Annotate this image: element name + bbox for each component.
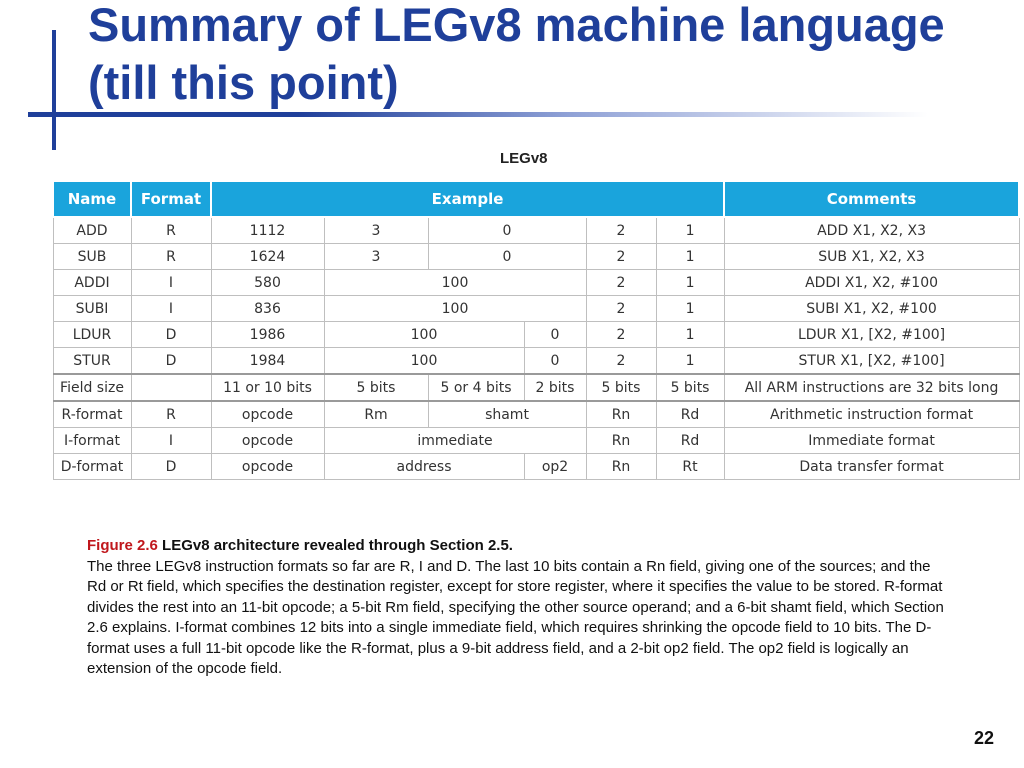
cell: R-format (53, 401, 131, 428)
cell: 2 (586, 217, 656, 244)
cell: opcode (211, 401, 324, 428)
header-format: Format (131, 181, 211, 217)
cell: opcode (211, 454, 324, 480)
cell: Data transfer format (724, 454, 1019, 480)
header-example: Example (211, 181, 724, 217)
cell: STUR X1, [X2, #100] (724, 348, 1019, 375)
cell: D (131, 454, 211, 480)
cell: 1 (656, 244, 724, 270)
table-row (53, 217, 1019, 244)
cell: Rn (586, 454, 656, 480)
cell: All ARM instructions are 32 bits long (724, 374, 1019, 401)
table-row (53, 428, 1019, 454)
cell: Field size (53, 374, 131, 401)
figure-label: Figure 2.6 (87, 537, 158, 554)
cell: LDUR (53, 322, 131, 348)
cell: 2 bits (524, 374, 586, 401)
cell: 580 (211, 270, 324, 296)
table-row (53, 322, 1019, 348)
cell: 3 (324, 244, 428, 270)
cell: 3 (324, 217, 428, 244)
cell (131, 374, 211, 401)
cell: 0 (524, 348, 586, 375)
cell: SUB X1, X2, X3 (724, 244, 1019, 270)
cell: 1986 (211, 322, 324, 348)
cell: 0 (428, 217, 586, 244)
cell: 100 (324, 270, 586, 296)
cell: ADD (53, 217, 131, 244)
table-row (53, 244, 1019, 270)
cell: Rt (656, 454, 724, 480)
figure-heading: LEGv8 architecture revealed through Section 2.5. (162, 537, 513, 554)
cell: Immediate format (724, 428, 1019, 454)
cell: R (131, 217, 211, 244)
cell: D-format (53, 454, 131, 480)
cell: STUR (53, 348, 131, 375)
cell: ADDI (53, 270, 131, 296)
cell: D (131, 348, 211, 375)
cell: SUBI (53, 296, 131, 322)
cell: Rn (586, 428, 656, 454)
cell: 5 or 4 bits (428, 374, 524, 401)
cell: 100 (324, 322, 524, 348)
cell: I-format (53, 428, 131, 454)
cell: 5 bits (586, 374, 656, 401)
accent-vertical-bar (52, 30, 56, 150)
cell: 1112 (211, 217, 324, 244)
cell: 1 (656, 217, 724, 244)
cell: 2 (586, 348, 656, 375)
cell: SUB (53, 244, 131, 270)
cell: Rm (324, 401, 428, 428)
cell: 2 (586, 322, 656, 348)
cell: 1984 (211, 348, 324, 375)
cell: LDUR X1, [X2, #100] (724, 322, 1019, 348)
cell: Arithmetic instruction format (724, 401, 1019, 428)
cell: 11 or 10 bits (211, 374, 324, 401)
cell: I (131, 296, 211, 322)
cell: ADD X1, X2, X3 (724, 217, 1019, 244)
cell: 836 (211, 296, 324, 322)
cell: op2 (524, 454, 586, 480)
cell: address (324, 454, 524, 480)
cell: 2 (586, 270, 656, 296)
cell: 1 (656, 348, 724, 375)
figure-caption (87, 536, 947, 680)
cell: 1 (656, 322, 724, 348)
cell: Rn (586, 401, 656, 428)
cell: 2 (586, 244, 656, 270)
cell: 5 bits (324, 374, 428, 401)
cell: 1 (656, 270, 724, 296)
table-row (53, 401, 1019, 428)
table-row-field-size (53, 374, 1019, 401)
cell: 0 (524, 322, 586, 348)
cell: Rd (656, 428, 724, 454)
table-row (53, 348, 1019, 375)
table-header-row (53, 181, 1019, 217)
slide-title: Summary of LEGv8 machine language (till this point) (88, 0, 945, 109)
table-caption: LEGv8 (500, 150, 548, 167)
accent-horizontal-rule (28, 112, 928, 117)
cell: 100 (324, 296, 586, 322)
legv8-summary-table (52, 180, 1020, 480)
cell: 1624 (211, 244, 324, 270)
table-row (53, 454, 1019, 480)
cell: shamt (428, 401, 586, 428)
page-number: 22 (973, 728, 994, 748)
table-row (53, 270, 1019, 296)
cell: 2 (586, 296, 656, 322)
cell: 1 (656, 296, 724, 322)
figure-body: The three LEGv8 instruction formats so far are R, I and D. The last 10 bits contain a Rn field, giving one of the sources; and the Rd or Rt field, which specifies the destination register, except for store register, where it specifies the value to be stored. R-format divides the rest into an 11-bit opcode; a 5-bit Rm field, specifying the other source operand; and a 6-bit shamt field, which Section 2.6 explains. I-format combines 12 bits into a single immediate field, which requires shrinking the opcode field to 10 bits. The D-format uses a full 11-bit opcode like the R-format, plus a 9-bit address field, and a 2-bit op2 field. The op2 field is logically an extension of the opcode field. (87, 557, 944, 677)
cell: SUBI X1, X2, #100 (724, 296, 1019, 322)
header-name: Name (53, 181, 131, 217)
header-comments: Comments (724, 181, 1019, 217)
cell: 100 (324, 348, 524, 375)
cell: Rd (656, 401, 724, 428)
cell: 0 (428, 244, 586, 270)
cell: R (131, 401, 211, 428)
cell: immediate (324, 428, 586, 454)
cell: ADDI X1, X2, #100 (724, 270, 1019, 296)
cell: 5 bits (656, 374, 724, 401)
cell: R (131, 244, 211, 270)
table-row (53, 296, 1019, 322)
cell: I (131, 428, 211, 454)
cell: opcode (211, 428, 324, 454)
cell: I (131, 270, 211, 296)
cell: D (131, 322, 211, 348)
